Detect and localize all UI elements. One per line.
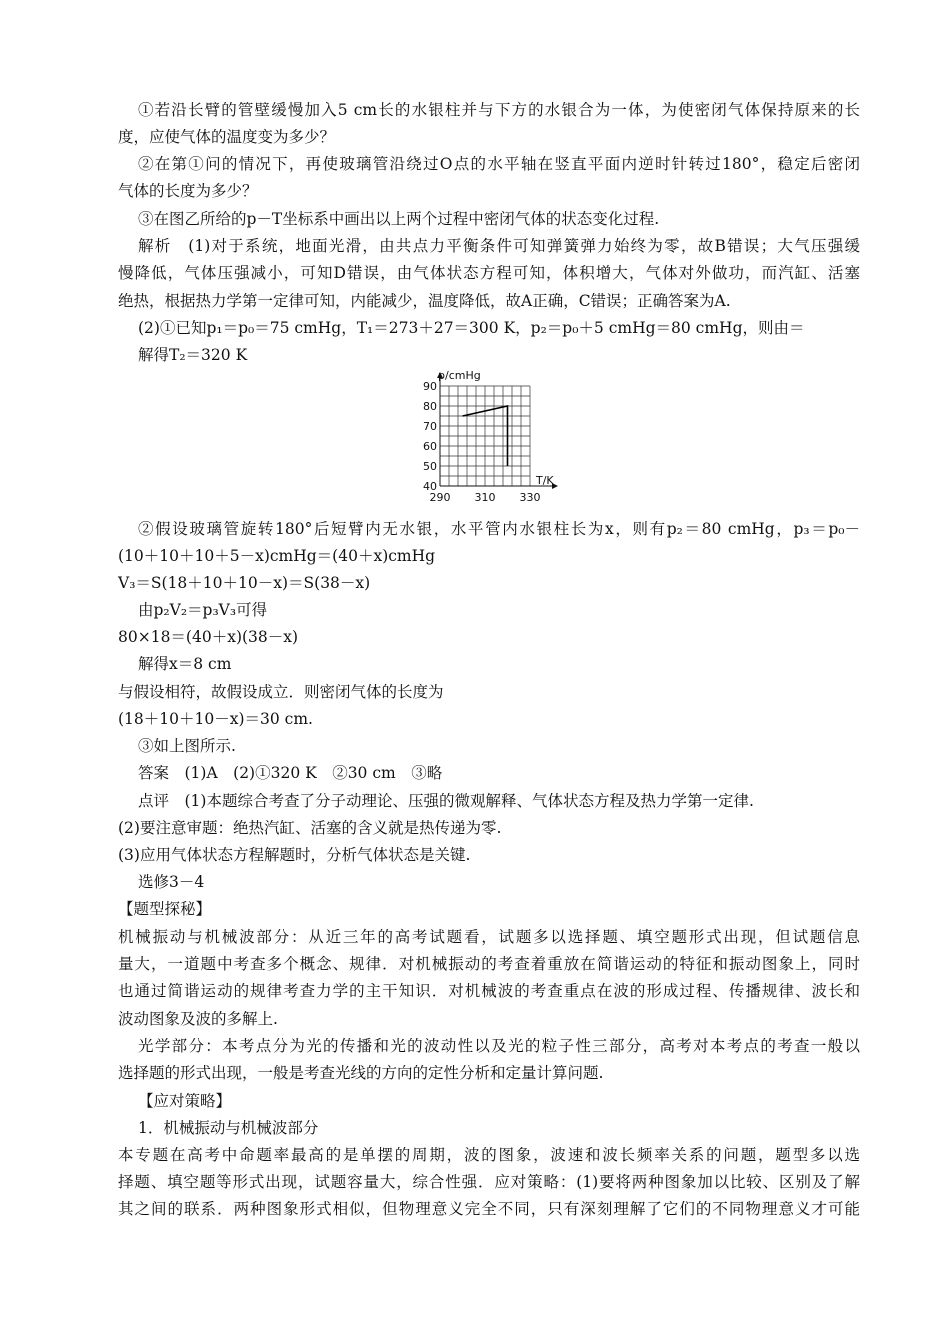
text-line: (18＋10＋10－x)＝30 cm. bbox=[118, 710, 313, 728]
text-line: 也通过简谐运动的规律考查力学的主干知识．对机械波的考查重点在波的形成过程、传播规律、波长和 bbox=[118, 982, 860, 1000]
y-tick-label: 50 bbox=[423, 460, 437, 473]
text-line: 机械振动与机械波部分：从近三年的高考试题看，试题多以选择题、填空题形式出现，但试题信息 bbox=[118, 928, 860, 946]
text-line: 绝热，根据热力学第一定律可知，内能减少，温度降低，故A正确，C错误；正确答案为A. bbox=[118, 292, 731, 310]
text-line: 1．机械振动与机械波部分 bbox=[138, 1119, 319, 1137]
x-axis-label: T/K bbox=[536, 474, 554, 487]
chart-axes bbox=[437, 372, 558, 489]
text-line: (10＋10＋10＋5－x)cmHg＝(40＋x)cmHg bbox=[118, 547, 436, 565]
text-line: ②在第①问的情况下，再使玻璃管沿绕过O点的水平轴在竖直平面内逆时针转过180°，稳定后密闭 bbox=[138, 155, 860, 173]
text-line: 点评 (1)本题综合考查了分子动理论、压强的微观解释、气体状态方程及热力学第一定律. bbox=[138, 792, 754, 810]
text-line: (3)应用气体状态方程解题时，分析气体状态是关键. bbox=[118, 846, 471, 864]
text-line: 由p₂V₂＝p₃V₃可得 bbox=[138, 601, 268, 619]
text-line: 光学部分：本考点分为光的传播和光的波动性以及光的粒子性三部分，高考对本考点的考查一般以 bbox=[138, 1037, 860, 1055]
x-tick-label: 310 bbox=[474, 491, 496, 504]
text-line: 气体的长度为多少？ bbox=[118, 182, 258, 200]
y-tick-label: 40 bbox=[423, 480, 437, 493]
y-tick-label: 80 bbox=[423, 400, 437, 413]
text-line: 答案 (1)A (2)①320 K ②30 cm ③略 bbox=[138, 764, 443, 782]
text-line: 解析 (1)对于系统，地面光滑，由共点力平衡条件可知弹簧弹力始终为零，故B错误；大气压强缓 bbox=[138, 237, 860, 255]
text-line: 其之间的联系．两种图象形式相似，但物理意义完全不同，只有深刻理解了它们的不同物理意义才可能 bbox=[118, 1200, 860, 1218]
x-tick-label: 290 bbox=[429, 491, 451, 504]
text-line: 波动图象及波的多解上. bbox=[118, 1010, 278, 1028]
y-tick-label: 60 bbox=[423, 440, 437, 453]
text-line: 本专题在高考中命题率最高的是单摆的周期，波的图象，波速和波长频率关系的问题，题型多以选 bbox=[118, 1146, 860, 1164]
text-line: V₃＝S(18＋10＋10－x)＝S(38－x) bbox=[118, 574, 371, 592]
text-line: ③在图乙所给的p－T坐标系中画出以上两个过程中密闭气体的状态变化过程. bbox=[138, 210, 660, 228]
y-tick-label: 90 bbox=[423, 380, 437, 393]
text-line: ③如上图所示. bbox=[138, 737, 236, 755]
text-line: 慢降低，气体压强减小，可知D错误，由气体状态方程可知，体积增大，气体对外做功，而汽缸、活塞 bbox=[118, 264, 860, 282]
text-line: (2)要注意审题：绝热汽缸、活塞的含义就是热传递为零. bbox=[118, 819, 502, 837]
text-line: 度，应使气体的温度变为多少？ bbox=[118, 128, 336, 146]
chart-grid bbox=[440, 386, 530, 486]
text-line: ①若沿长臂的管壁缓慢加入5 cm长的水银柱并与下方的水银合为一体，为使密闭气体保持原来的长 bbox=[138, 101, 860, 119]
text-line: 解得T₂＝320 K bbox=[138, 346, 248, 364]
text-line: 量大，一道题中考查多个概念、规律．对机械振动的考查着重放在简谐运动的特征和振动图象上，同时 bbox=[118, 955, 860, 973]
chart-ticks bbox=[423, 380, 541, 504]
text-line: 80×18＝(40＋x)(38－x) bbox=[118, 628, 299, 646]
text-line: ②假设玻璃管旋转180°后短臂内无水银，水平管内水银柱长为x，则有p₂＝80 cmHg，p₃＝p₀－ bbox=[138, 520, 860, 538]
text-line: 择题、填空题等形式出现，试题容量大，综合性强．应对策略：(1)要将两种图象加以比较、区别及了解 bbox=[118, 1173, 860, 1191]
pt-chart bbox=[418, 368, 568, 508]
text-line: 与假设相符，故假设成立．则密闭气体的长度为 bbox=[118, 683, 444, 701]
x-tick-label: 330 bbox=[519, 491, 541, 504]
text-line: 选择题的形式出现，一般是考查光线的方向的定性分析和定量计算问题. bbox=[118, 1064, 604, 1082]
text-line: 【题型探秘】 bbox=[118, 900, 212, 918]
y-axis-label: p/cmHg bbox=[438, 369, 481, 382]
text-line: 选修3－4 bbox=[138, 873, 205, 891]
text-line: 解得x＝8 cm bbox=[138, 655, 232, 673]
y-tick-label: 70 bbox=[423, 420, 437, 433]
text-line: 【应对策略】 bbox=[138, 1092, 232, 1110]
text-line: (2)①已知p₁＝p₀＝75 cmHg，T₁＝273＋27＝300 K，p₂＝p₀＋5 cmHg＝80 cmHg，则由＝ bbox=[138, 319, 805, 337]
